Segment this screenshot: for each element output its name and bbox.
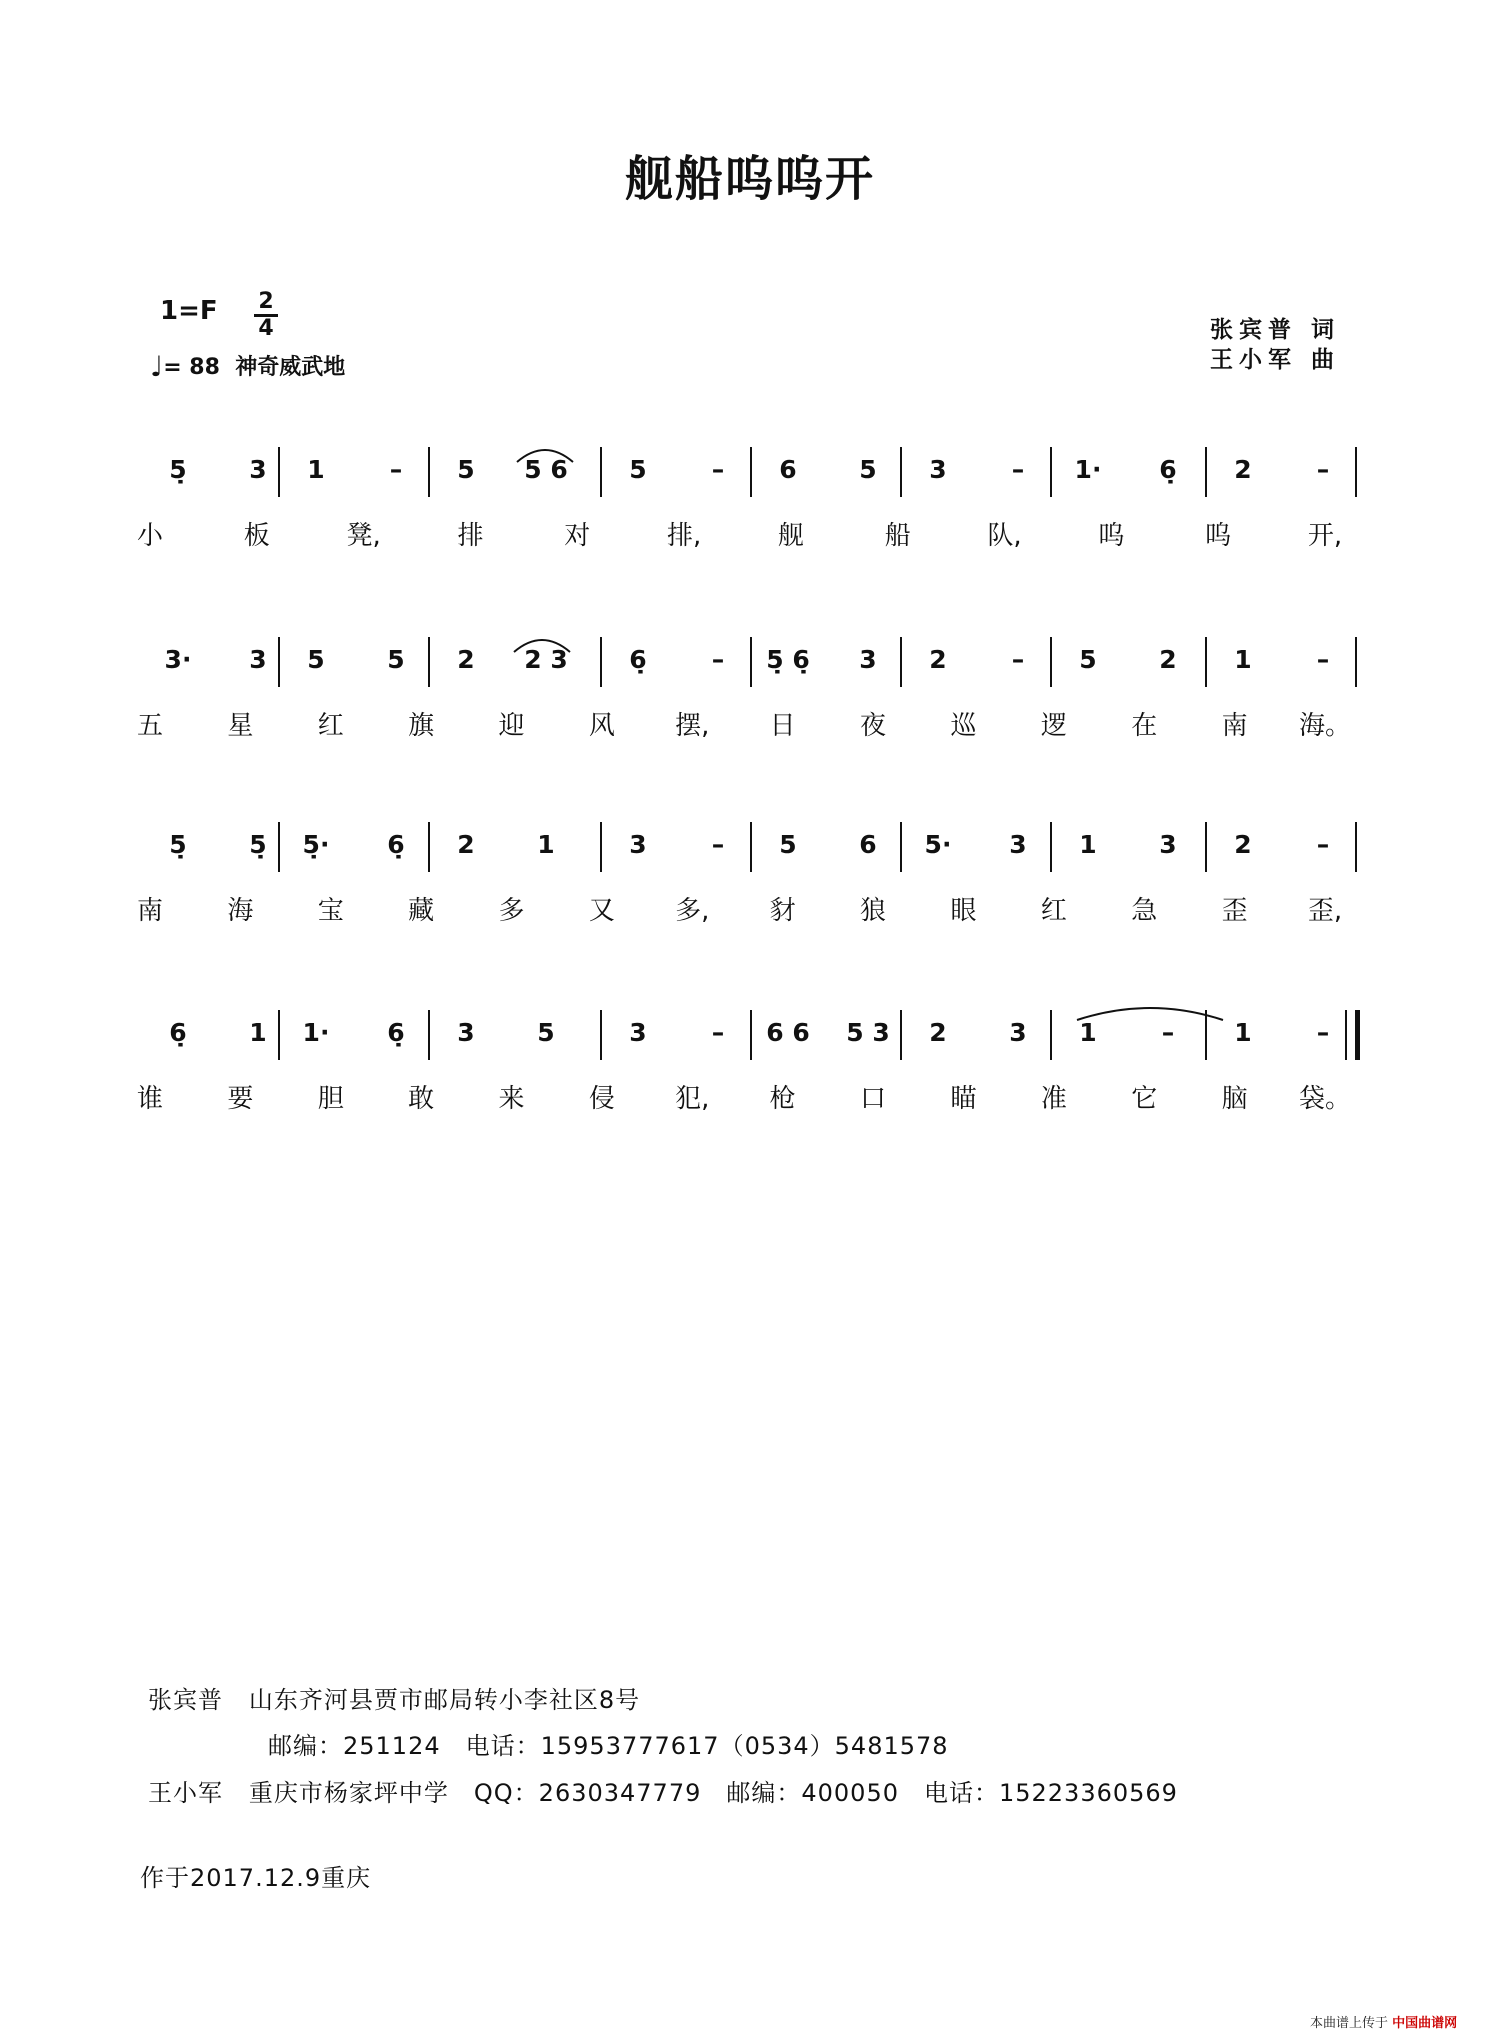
lyric-syllable: 宝 [317,896,344,926]
lyric-syllable: 狼 [860,896,887,926]
lyric-syllable: 逻 [1040,711,1067,741]
lyric-syllable: 队, [987,521,1022,551]
barline [900,1010,902,1060]
barline [900,637,902,687]
lyric-syllable: 它 [1131,1084,1158,1114]
barline [1050,637,1052,687]
lyric-syllable: 口 [860,1084,887,1114]
final-barline [1355,1010,1360,1060]
lyric-syllable: 侵 [588,1084,615,1114]
jianpu-note: 3 [249,645,267,674]
barline [900,822,902,872]
barline [750,822,752,872]
lyric-syllable: 南 [1221,711,1248,741]
jianpu-note: 3· [164,645,192,674]
barline [428,1010,430,1060]
dash-note: – [1316,1018,1330,1047]
dash-note: – [711,645,725,674]
barline [1355,822,1357,872]
jianpu-note: 1 [537,830,555,859]
lyric-syllable: 海 [227,896,254,926]
composer-credit: 王小军 曲 [1210,347,1341,373]
dash-note: – [711,455,725,484]
barline [278,447,280,497]
jianpu-note: 6̣ [387,830,405,859]
jianpu-note: 3 [1009,1018,1027,1047]
jianpu-note: 6̣ [1159,455,1177,484]
dash-note: – [1011,455,1025,484]
lyric-syllable: 巡 [950,711,977,741]
jianpu-note: 3 [249,455,267,484]
footer-line-2: 邮编：251124 电话：15953777617（0534）5481578 [268,1732,949,1760]
jianpu-note: 1· [302,1018,330,1047]
barline [278,1010,280,1060]
lyric-syllable: 又 [588,896,615,926]
time-denominator: 4 [258,316,274,341]
lyric-syllable: 风 [588,711,615,741]
jianpu-note: 5̣ [169,830,187,859]
barline [600,637,602,687]
dash-note: – [1316,645,1330,674]
lyric-syllable: 星 [227,711,254,741]
lyric-syllable: 呜 [1205,521,1232,551]
barline [600,822,602,872]
jianpu-note: 5· [924,830,952,859]
barline [428,447,430,497]
barline [750,1010,752,1060]
jianpu-note: 2 [929,1018,947,1047]
lyricist-credit: 张宾普 词 [1210,317,1341,343]
jianpu-note: 5 [1079,645,1097,674]
dash-note: – [1316,455,1330,484]
lyric-syllable: 夜 [860,711,887,741]
lyric-syllable: 眼 [950,896,977,926]
slur-arc [515,442,575,464]
barline [1050,822,1052,872]
jianpu-note: 5̣ 6̣ [766,645,810,674]
watermark-text: 本曲谱上传于 [1310,2016,1389,2031]
lyric-syllable: 五 [136,711,164,741]
jianpu-note: 3 [1009,830,1027,859]
jianpu-note: 2 [1159,645,1177,674]
barline [1205,822,1207,872]
tempo-value: = 88 [163,355,220,380]
dash-note: – [1316,830,1330,859]
lyric-syllable: 瞄 [950,1084,977,1114]
jianpu-note: 6 [859,830,877,859]
lyric-syllable: 在 [1131,711,1158,741]
barline [1205,447,1207,497]
barline [1050,1010,1052,1060]
barline [1205,637,1207,687]
key-signature: 1=F [160,296,218,326]
lyric-syllable: 多, [675,896,710,926]
jianpu-note: 2 [457,645,475,674]
jianpu-note: 1 [1079,1018,1097,1047]
dash-note: – [711,830,725,859]
barline [1050,447,1052,497]
final-barline-thin [1345,1010,1347,1060]
lyric-syllable: 日 [769,711,796,741]
barline [600,447,602,497]
lyric-syllable: 呜 [1098,521,1125,551]
lyric-syllable: 谁 [136,1084,164,1114]
tempo-marking [150,350,345,383]
lyric-syllable: 舰 [777,521,804,551]
lyric-syllable: 船 [884,521,911,551]
jianpu-note: 3 [629,830,647,859]
barline [428,637,430,687]
jianpu-note: 6̣ [387,1018,405,1047]
lyric-syllable: 对 [564,521,591,551]
lyric-syllable: 准 [1040,1084,1067,1114]
lyric-syllable: 排, [666,521,702,551]
lyric-syllable: 排 [457,521,484,551]
score-title: 舰船呜呜开 [624,151,875,207]
lyric-syllable: 板 [243,521,270,551]
lyric-syllable: 犯, [675,1084,710,1114]
credits [1210,315,1340,375]
jianpu-note: 5̣ [169,455,187,484]
jianpu-note: 6̣ [169,1018,187,1047]
jianpu-note: 2 [1234,830,1252,859]
lyric-syllable: 来 [498,1084,525,1114]
watermark-brand: 中国曲谱网 [1392,2016,1458,2031]
jianpu-note: 5̣· [302,830,330,859]
quarter-note-icon: ♩ [150,350,164,383]
tempo-expression: 神奇威武地 [235,355,346,380]
jianpu-note: 6̣ [629,645,647,674]
lyric-syllable: 开, [1307,521,1343,551]
barline [600,1010,602,1060]
jianpu-note: 5 [537,1018,555,1047]
jianpu-note: 3 [1159,830,1177,859]
lyric-syllable: 红 [317,711,344,741]
footer-composer-info: 重庆市杨家坪中学 QQ：2630347779 邮编：400050 电话：15223360569 [248,1779,1178,1807]
jianpu-note: 3 [929,455,947,484]
jianpu-note: 3 [859,645,877,674]
dash-note: – [1011,645,1025,674]
jianpu-note: 1 [1079,830,1097,859]
jianpu-note: 3 [457,1018,475,1047]
lyric-syllable: 小 [136,521,164,551]
jianpu-note: 5 [457,455,475,484]
lyric-syllable: 藏 [408,896,435,926]
footer-line-3 [148,1773,1178,1808]
jianpu-note: 5 [629,455,647,484]
jianpu-note: 5 6 [524,455,568,484]
dash-note: – [711,1018,725,1047]
footer-line-1 [148,1680,640,1715]
jianpu-note: 1· [1074,455,1102,484]
lyric-syllable: 袋。 [1298,1084,1352,1114]
jianpu-note: 3 [629,1018,647,1047]
jianpu-note: 6 6 [766,1018,810,1047]
lyric-syllable: 枪 [769,1084,796,1114]
lyric-syllable: 凳, [346,521,381,551]
time-signature [254,290,278,341]
footer-lyricist-address: 山东齐河县贾市邮局转小李社区8号 [248,1686,641,1714]
lyric-syllable: 旗 [408,711,435,741]
footer-composer-name: 王小军 [148,1779,223,1807]
jianpu-note: 5̣ [249,830,267,859]
lyric-syllable: 要 [227,1084,254,1114]
barline [278,637,280,687]
composition-date: 作于2017.12.9重庆 [140,1864,372,1892]
lyric-syllable: 急 [1131,896,1158,926]
dash-note: – [389,455,403,484]
barline [1355,447,1357,497]
jianpu-note: 2 [457,830,475,859]
lyric-syllable: 歪 [1221,896,1248,926]
barline [278,822,280,872]
watermark [1310,2012,1457,2031]
jianpu-note: 5 3 [846,1018,890,1047]
jianpu-note: 2 3 [524,645,568,674]
jianpu-note: 5 [387,645,405,674]
jianpu-note: 5 [859,455,877,484]
jianpu-note: 1 [1234,645,1252,674]
lyric-syllable: 海。 [1298,711,1352,741]
jianpu-note: 6 [779,455,797,484]
jianpu-note: 2 [929,645,947,674]
jianpu-note: 2 [1234,455,1252,484]
lyric-syllable: 迎 [498,711,525,741]
barline [1355,637,1357,687]
lyric-syllable: 敢 [408,1084,435,1114]
barline [750,637,752,687]
barline [900,447,902,497]
barline [428,822,430,872]
slur-arc [1075,1000,1225,1022]
lyric-syllable: 歪, [1307,896,1343,926]
lyric-syllable: 南 [136,896,164,926]
lyric-syllable: 摆, [675,711,710,741]
jianpu-note: 1 [249,1018,267,1047]
jianpu-note: 1 [1234,1018,1252,1047]
jianpu-note: 5 [779,830,797,859]
jianpu-note: 1 [307,455,325,484]
lyric-syllable: 脑 [1221,1084,1248,1114]
jianpu-note: 5 [307,645,325,674]
dash-note: – [1161,1018,1175,1047]
footer-lyricist-name: 张宾普 [148,1686,223,1714]
lyric-syllable: 豺 [769,896,796,926]
lyric-syllable: 胆 [317,1084,344,1114]
time-numerator: 2 [254,290,278,317]
barline [750,447,752,497]
lyric-syllable: 多 [498,896,525,926]
lyric-syllable: 红 [1040,896,1067,926]
slur-arc [512,632,572,654]
